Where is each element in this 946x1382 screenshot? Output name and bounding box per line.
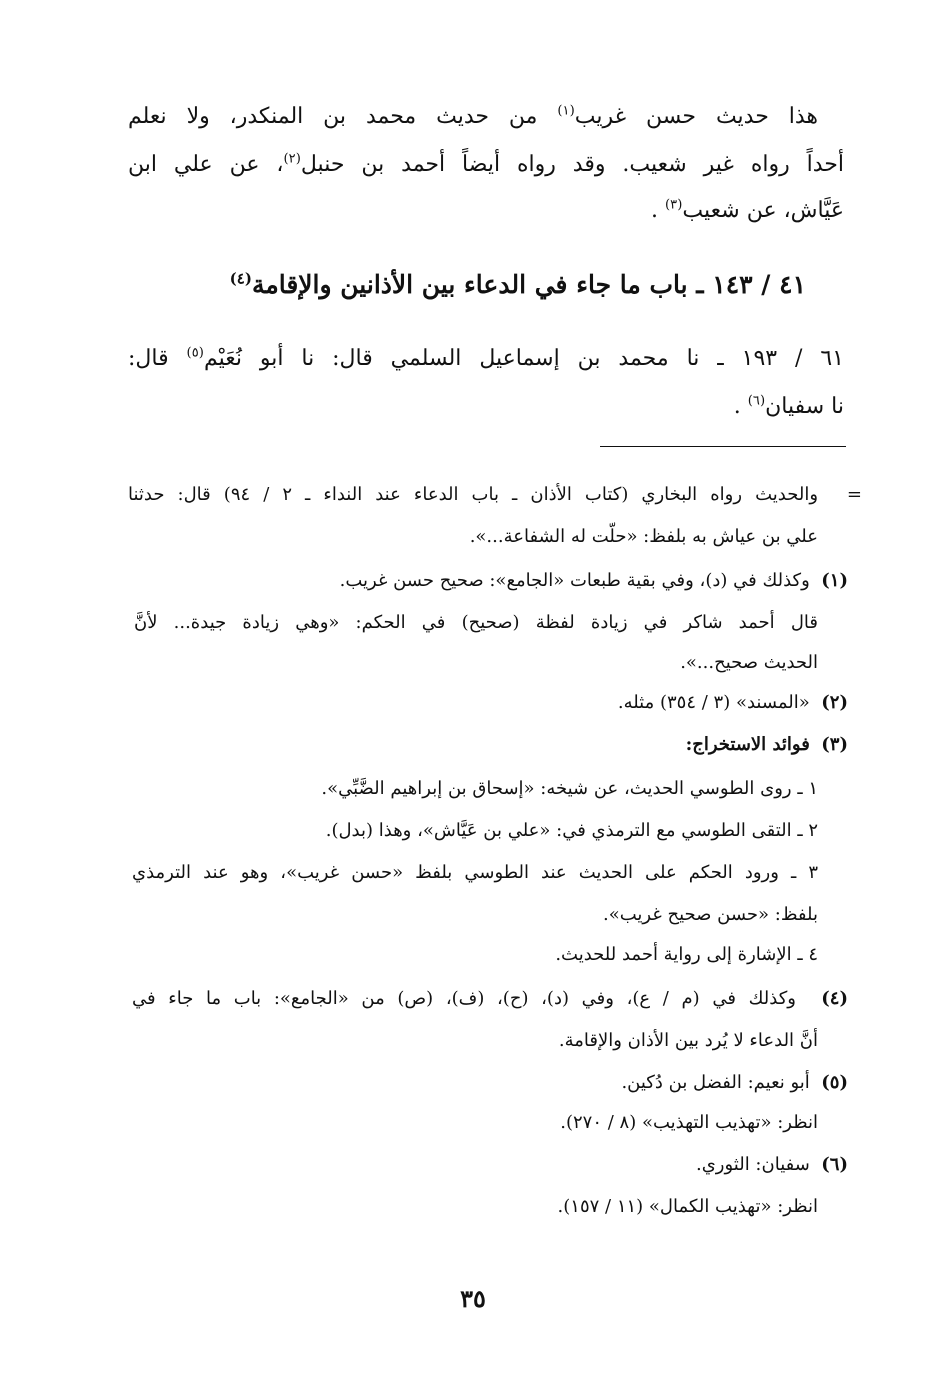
footnote-number: (٦) bbox=[821, 1154, 848, 1175]
footnote-4-line-2: أنَّ الدعاء لا يُرد بين الأذان والإقامة. bbox=[558, 1030, 818, 1051]
text-run: نا سفيان bbox=[765, 394, 844, 419]
hadith-line-2 bbox=[734, 394, 844, 419]
footnote-3-item-3-line-1: ٣ ـ ورود الحكم على الحديث عند الطوسي بلفظ «حسن غريب»، وهو عند الترمذي bbox=[132, 862, 818, 883]
footnote-number: (١) bbox=[821, 570, 848, 591]
footnote-3-item-3-line-2: بلفظ: «حسن صحيح غريب». bbox=[602, 904, 818, 925]
footnote-ref-3: (٣) bbox=[665, 197, 683, 213]
hadith-line-1 bbox=[128, 346, 844, 371]
footnote-5 bbox=[621, 1072, 848, 1093]
footnote-4 bbox=[132, 988, 848, 1009]
text-run: من حديث محمد بن المنكدر، ولا نعلم bbox=[128, 104, 558, 129]
footnote-number: (٤) bbox=[821, 988, 848, 1009]
paragraph-line-2 bbox=[128, 152, 844, 177]
footnote-text: «المسند» (٣ / ٣٥٤) مثله. bbox=[617, 692, 810, 713]
footnote-number: (٥) bbox=[821, 1072, 848, 1093]
heading-text: ٤١ / ١٤٣ ـ باب ما جاء في الدعاء بين الأذانين والإقامة bbox=[251, 270, 806, 299]
text-run: هذا حديث حسن غريب bbox=[574, 104, 818, 129]
footnote-6 bbox=[696, 1154, 848, 1175]
footnote-3-item-4: ٤ ـ الإشارة إلى رواية أحمد للحديث. bbox=[555, 944, 818, 965]
footnote-3-item-1: ١ ـ روى الطوسي الحديث، عن شيخه: «إسحاق بن إبراهيم الضَّبِّي». bbox=[321, 778, 818, 799]
footnote-5-line-2: انظر: «تهذيب التهذيب» (٨ / ٢٧٠). bbox=[560, 1112, 818, 1133]
footnote-continuation-line-2: علي بن عياش به بلفظ: «حلّت له الشفاعة...». bbox=[469, 526, 818, 547]
footnote-text: وكذلك في (د)، وفي بقية طبعات «الجامع»: صحيح حسن غريب. bbox=[339, 570, 810, 591]
footnote-text: وكذلك في (م / ع)، وفي (د)، (ح)، (ف)، (ص) من «الجامع»: باب ما جاء في bbox=[132, 988, 796, 1009]
footnote-1-line-3: الحديث صحيح...». bbox=[680, 652, 818, 673]
footnote-number: (٣) bbox=[821, 734, 848, 755]
footnote-ref-1: (١) bbox=[557, 103, 575, 119]
text-run: عَيَّاش، عن شعيب bbox=[682, 198, 844, 223]
footnote-6-line-2: انظر: «تهذيب الكمال» (١١ / ١٥٧). bbox=[557, 1196, 818, 1217]
continuation-mark: = bbox=[846, 484, 862, 505]
page-number: ٣٥ bbox=[460, 1284, 486, 1313]
footnote-ref-6: (٦) bbox=[747, 393, 766, 409]
footnote-text: أبو نعيم: الفضل بن دُكين. bbox=[621, 1072, 810, 1093]
footnote-2 bbox=[618, 692, 848, 713]
text-run: ، عن علي ابن bbox=[128, 152, 284, 177]
footnote-text: سفيان: الثوري. bbox=[695, 1154, 810, 1175]
footnote-ref-4: (٤) bbox=[229, 269, 252, 288]
footnote-title: فوائد الاستخراج: bbox=[685, 734, 810, 755]
footnote-separator bbox=[600, 446, 846, 447]
footnote-continuation-line-1: والحديث رواه البخاري (كتاب الأذان ـ باب الدعاء عند النداء ـ ٢ / ٩٤) قال: حدثنا bbox=[128, 484, 819, 505]
footnote-ref-5: (٥) bbox=[186, 345, 204, 361]
footnote-3-item-2: ٢ ـ التقى الطوسي مع الترمذي في: «علي بن عَيَّاش»، وهذا (بدل). bbox=[325, 820, 818, 841]
footnote-ref-2: (٢) bbox=[283, 151, 301, 167]
text-run: قال: bbox=[128, 346, 187, 371]
text-run: أحداً رواه غير شعيب. وقد رواه أيضاً أحمد بن حنبل bbox=[300, 152, 844, 177]
paragraph-line-3 bbox=[651, 198, 844, 223]
paragraph-line-1 bbox=[128, 104, 818, 129]
chapter-heading bbox=[230, 270, 806, 299]
text-run: ٦١ / ١٩٣ ـ نا محمد بن إسماعيل السلمي قال: نا أبو نُعَيْم bbox=[203, 346, 844, 371]
footnote-3 bbox=[686, 734, 848, 755]
footnote-1 bbox=[340, 570, 848, 591]
footnote-number: (٢) bbox=[821, 692, 848, 713]
text-run: . bbox=[733, 394, 748, 419]
text-run: . bbox=[651, 198, 666, 223]
footnote-1-line-2: قال أحمد شاكر في زيادة لفظة (صحيح) في الحكم: «وهي زيادة جيدة... لأنَّ bbox=[134, 612, 818, 633]
